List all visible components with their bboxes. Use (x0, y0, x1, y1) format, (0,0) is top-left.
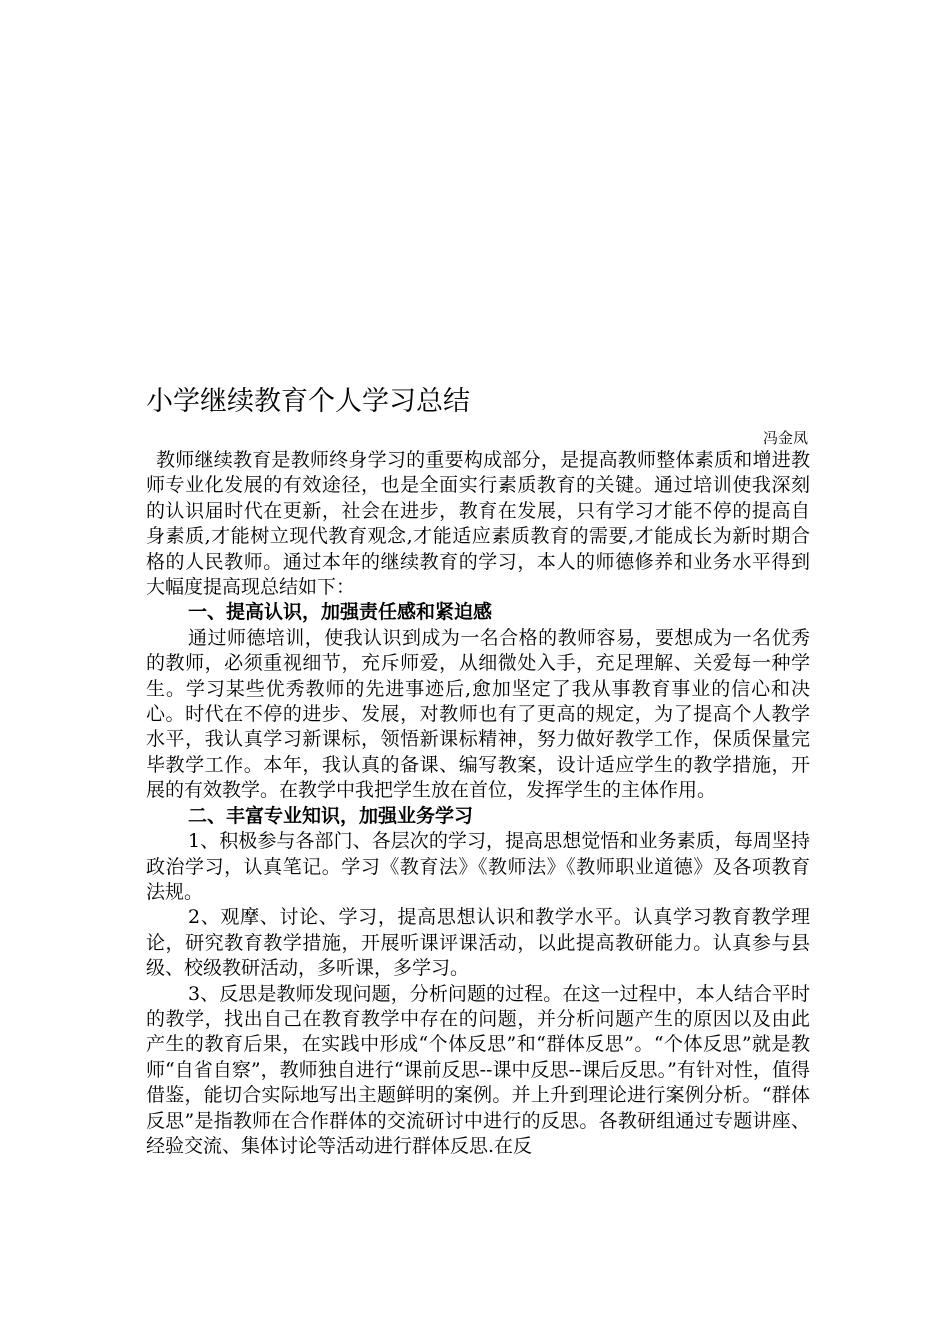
intro-paragraph: 教师继续教育是教师终身学习的重要构成部分，是提高教师整体素质和增进教师专业化发展的有效途径，也是全面实行素质教育的关键。通过培训使我深刻的认识届时代在更新，社会在进步，教育在发展，只有学习才能不停的提高自身素质,才能树立现代教育观念,才能适应素质教育的需要,才能成长为新时期合格的人民教师。通过本年的继续教育的学习，本人的师德修养和业务水平得到大幅度提高现总结如下： (146, 449, 810, 599)
section-1-heading: 一、提高认识，加强责任感和紧迫感 (188, 601, 493, 624)
section-2-item-1: 1、积极参与各部门、各层次的学习，提高思想觉悟和业务素质，每周坚持政治学习，认真笔记。学习《教育法》《教师法》《教师职业道德》及各项教育法规。 (146, 830, 810, 903)
section-2-item-2: 2、观摩、讨论、学习，提高思想认识和教学水平。认真学习教育教学理论，研究教育教学措施，开展听课评课活动，以此提高教研能力。认真参与县级、校级教研活动，多听课，多学习。 (146, 906, 810, 980)
section-2-item-3: 3、反思是教师发现问题，分析问题的过程。在这一过程中，本人结合平时的教学，找出自己在教育教学中存在的问题，并分析问题产生的原因以及由此产生的教育后果，在实践中形成“个体反思”和“群体反思”。“个体反思”就是教师“自省自察”，教师独自进行“课前反思--课中反思--课后反思。”有针对性，值得借鉴，能切合实际地写出主题鲜明的案例。并上升到理论进行案例分析。“群体反思”是指教师在合作群体的交流研讨中进行的反思。各教研组通过专题讲座、经验交流、集体讨论等活动进行群体反思.在反 (146, 982, 810, 1157)
section-1-paragraph: 通过师德培训，使我认识到成为一名合格的教师容易，要想成为一名优秀的教师，必须重视细节，充斥师爱，从细微处入手，充足理解、关爱每一种学生。学习某些优秀教师的先进事迹后,愈加坚定了我从事教育事业的信心和决心。时代在不停的进步、发展，对教师也有了更高的规定，为了提高个人教学水平，我认真学习新课标，领悟新课标精神，努力做好教学工作，保质保量完毕教学工作。本年，我认真的备课、编写教案，设计适应学生的教学措施，开展的有效教学。在教学中我把学生放在首位，发挥学生的主体作用。 (146, 626, 810, 802)
document-page (146, 380, 810, 1159)
section-2-heading: 二、丰富专业知识，加强业务学习 (188, 804, 474, 827)
author-name: 冯金凤 (762, 429, 808, 447)
document-title: 小学继续教育个人学习总结 (146, 386, 470, 417)
